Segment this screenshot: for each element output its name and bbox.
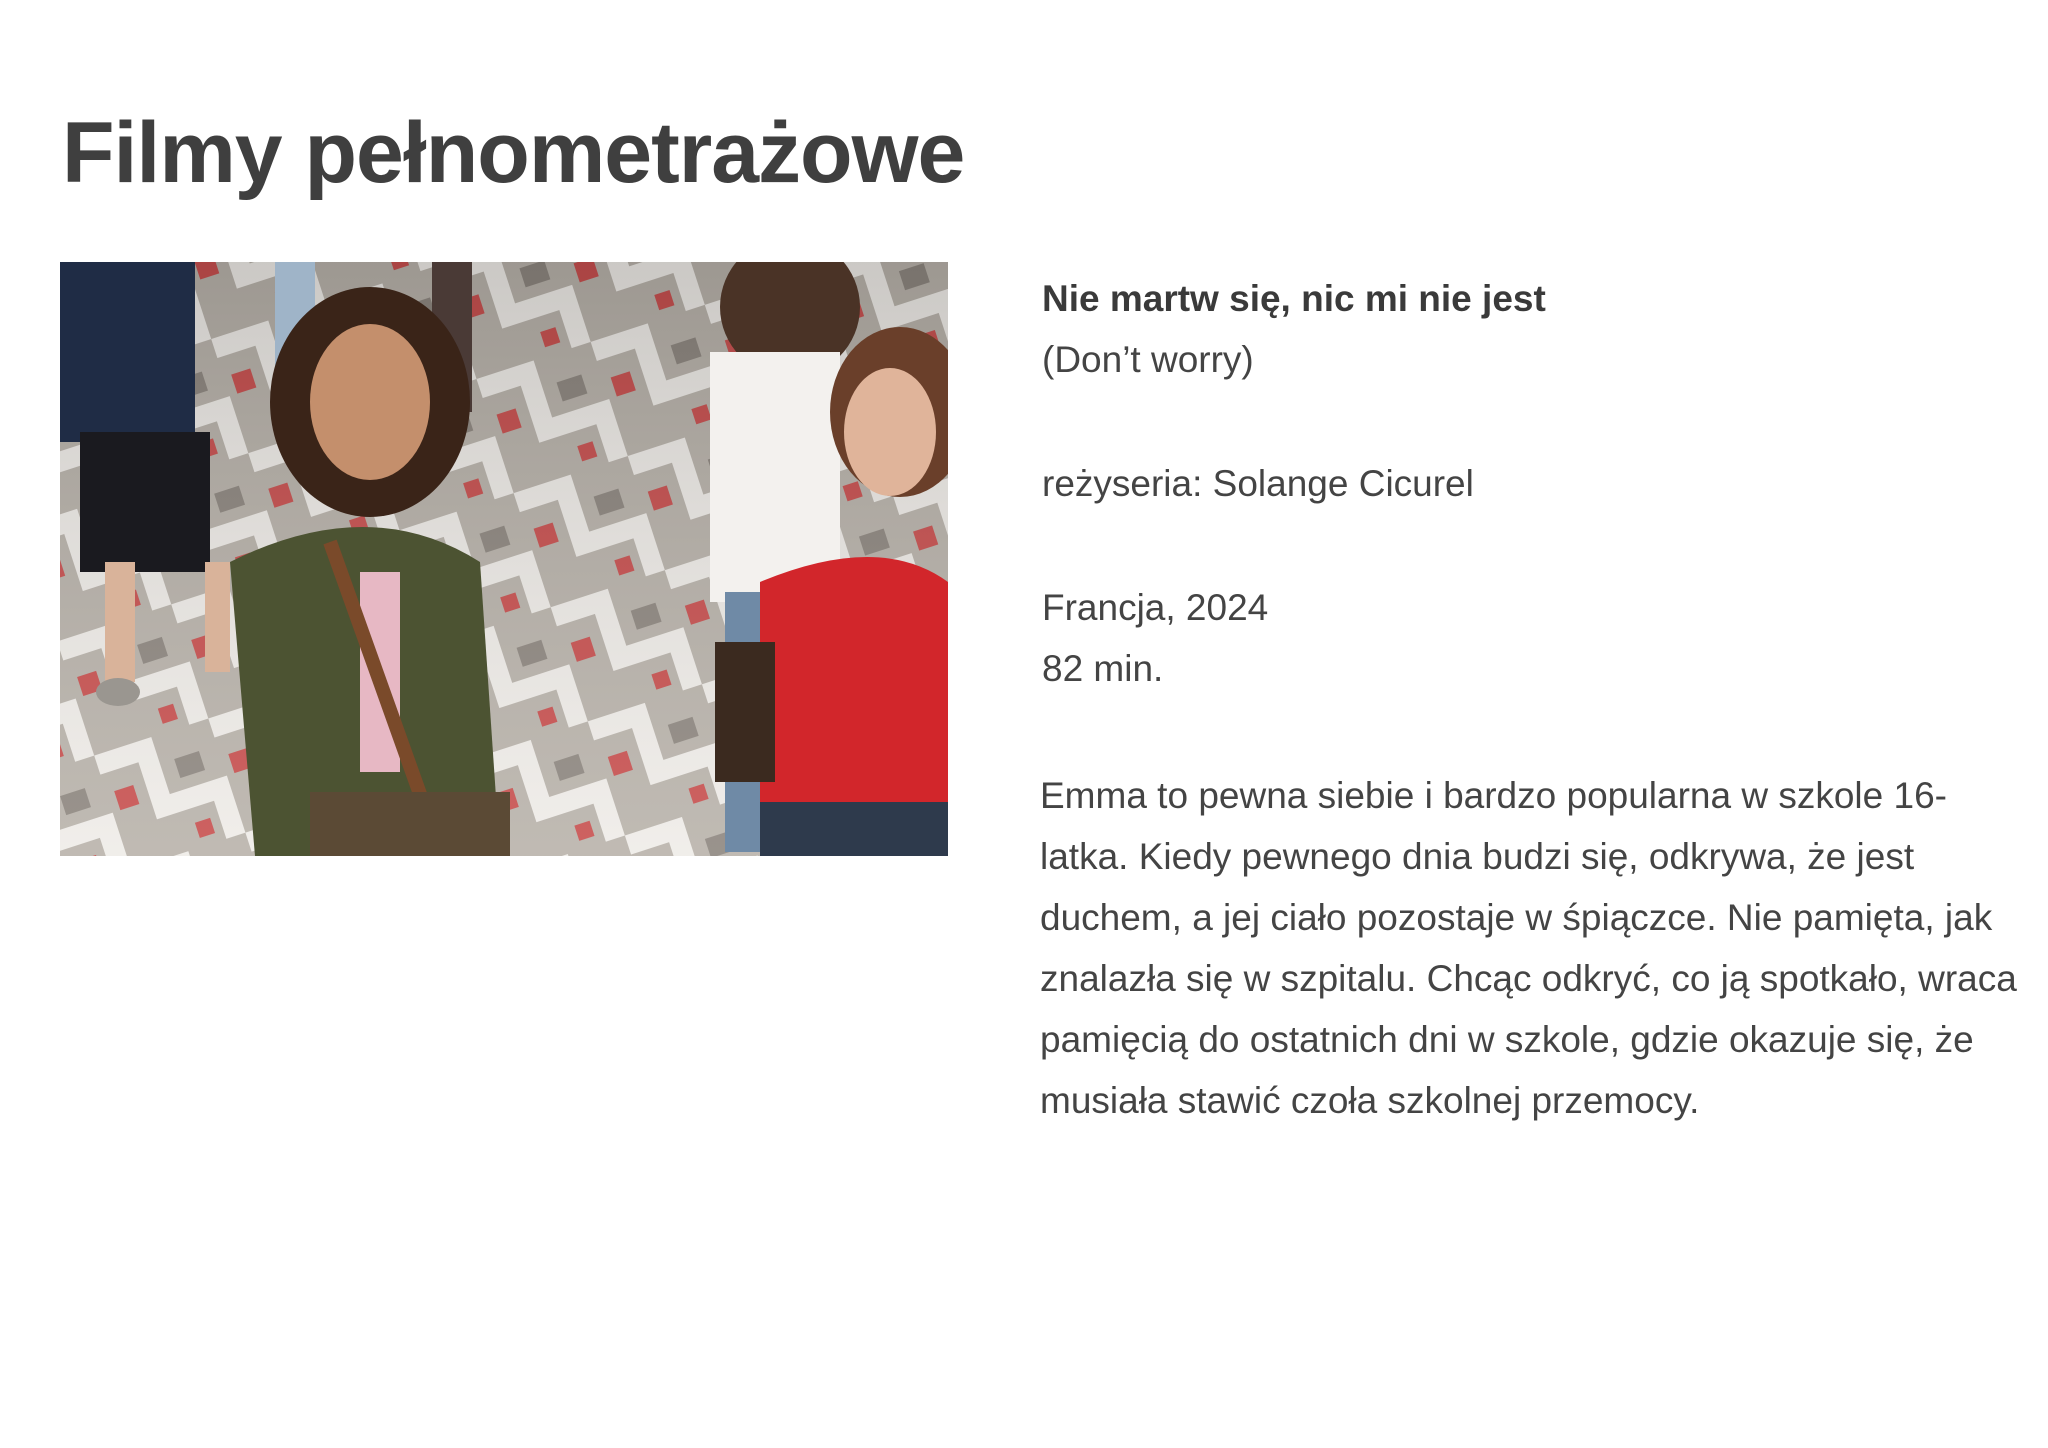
film-info <box>1042 268 2032 699</box>
film-runtime: 82 min. <box>1042 648 1164 689</box>
film-country-year: Francja, 2024 <box>1042 587 1269 628</box>
film-synopsis: Emma to pewna siebie i bardzo popularna w szkole 16-latka. Kiedy pewnego dnia budzi się, odkrywa, że jest duchem, a jej ciało pozostaje w śpiączce. Nie pamięta, jak znalazła się w szpitalu. Chcąc odkryć, co ją spotkało, wraca pamięcią do ostatnich dni w szkole, gdzie okazuje się, że musiała stawić czoła szkolnej przemocy. <box>1040 775 2017 1121</box>
film-original-title: (Don’t worry) <box>1042 339 1254 380</box>
film-title: Nie martw się, nic mi nie jest <box>1042 278 1546 319</box>
film-director: reżyseria: Solange Cicurel <box>1042 463 1474 504</box>
film-still-image <box>60 262 948 856</box>
page-title: Filmy pełnometrażowe <box>62 105 965 201</box>
